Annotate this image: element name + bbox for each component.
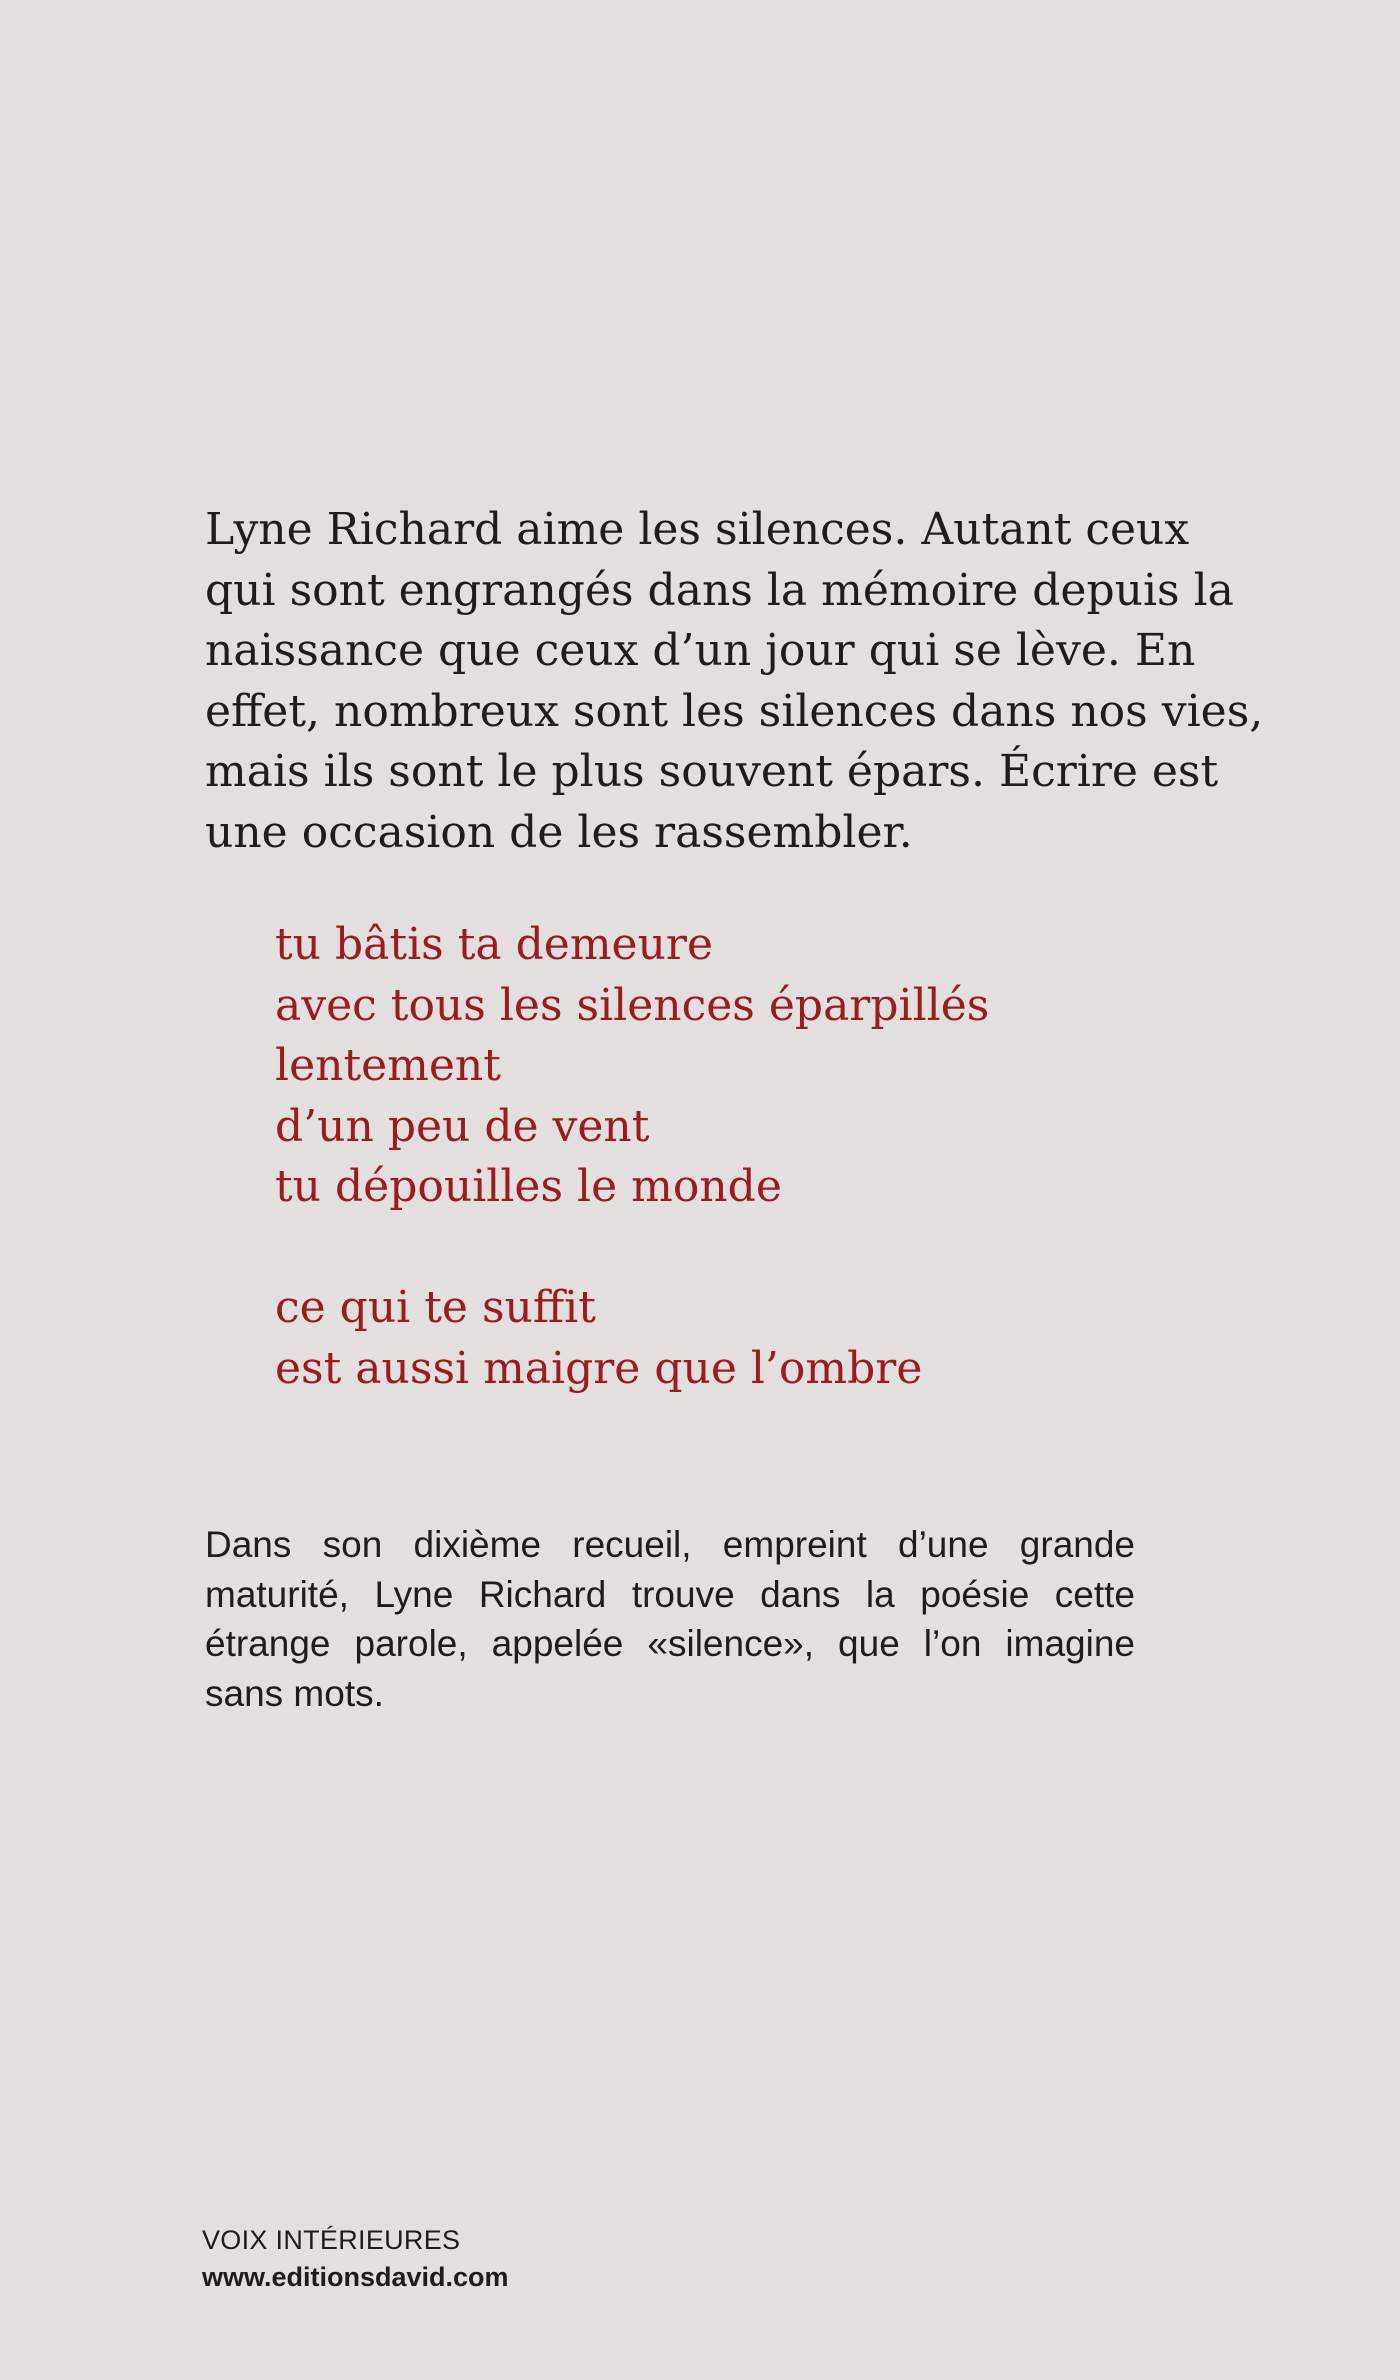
poem-stanza-2 [275,1278,1075,1399]
collection-name: VOIX INTÉRIEURES [202,2225,461,2255]
book-description [205,1520,1135,1718]
description-line: sans mots. [205,1672,384,1714]
description-line: maturité, Lyne Richard trouve dans la poésie cette [205,1573,1135,1615]
intro-paragraph [205,500,1264,863]
poem-line: d’un peu de vent [275,1100,650,1152]
poem-line: lentement [275,1040,501,1091]
intro-line: qui sont engrangés dans la mémoire depuis la [205,564,1234,616]
poem-line: est aussi maigre que l’ombre [275,1342,923,1394]
poem-line: ce qui te suffit [275,1282,596,1333]
intro-line: effet, nombreux sont les silences dans nos vies, [205,685,1264,737]
intro-line: une occasion de les rassembler. [205,806,913,858]
poem-line: avec tous les silences éparpillés [275,979,990,1031]
description-line: Dans son dixième recueil, empreint d’une grande [205,1524,1135,1565]
intro-line: Lyne Richard aime les silences. Autant ceux [205,504,1190,555]
poem-stanza-1 [275,915,1075,1218]
intro-line: naissance que ceux d’un jour qui se lève. En [205,625,1196,676]
publisher-footer [202,2222,509,2296]
poem-line: tu dépouilles le monde [275,1161,782,1212]
publisher-website: www.editionsdavid.com [202,2262,509,2292]
intro-line: mais ils sont le plus souvent épars. Écrire est [205,746,1219,797]
poem-line: tu bâtis ta demeure [275,919,714,970]
description-line: étrange parole, appelée «silence», que l’on imagine [205,1623,1135,1664]
